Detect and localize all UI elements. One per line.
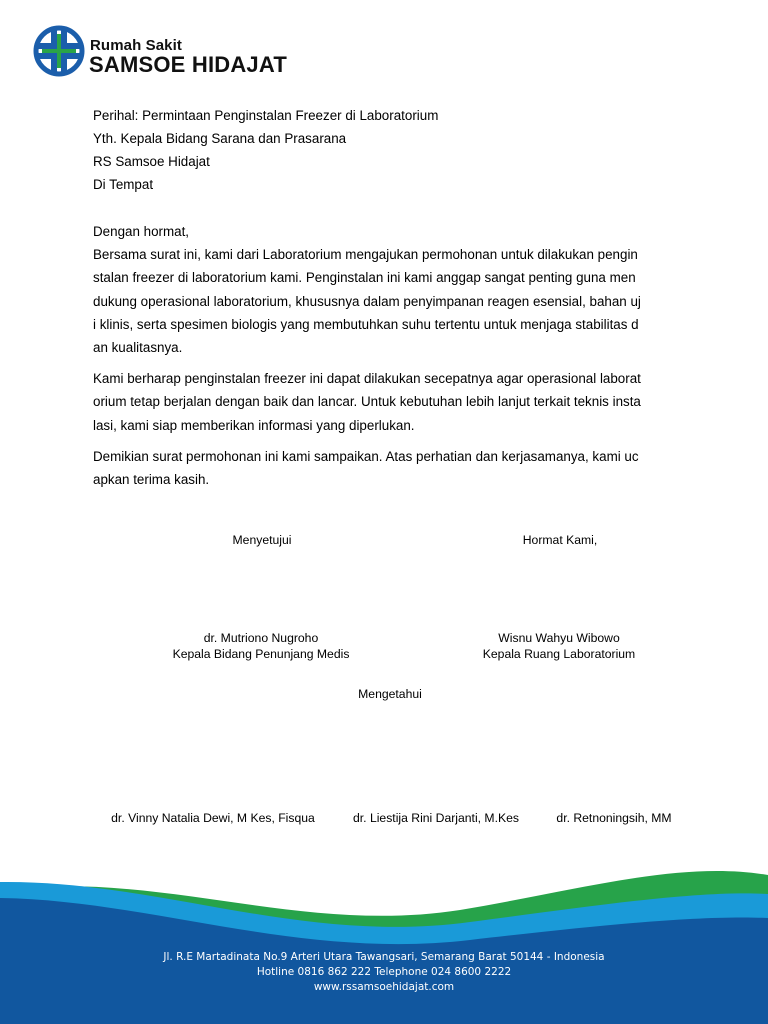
approve-label: Menyetujui	[232, 533, 292, 547]
approver-signature	[131, 630, 391, 662]
regards-label: Hormat Kami,	[522, 533, 598, 547]
footer-contact	[0, 950, 768, 995]
paragraph2-line: lasi, kami siap memberikan informasi yang diperlukan.	[93, 417, 415, 433]
witness-3: dr. Retnoningsih, MM	[556, 811, 672, 825]
hospital-cross-icon	[32, 24, 86, 78]
address-block	[93, 104, 438, 196]
paragraph1-line: i klinis, serta spesimen biologis yang membutuhkan suhu tertentu untuk menjaga stabilitas d	[93, 316, 639, 332]
sender-title: Kepala Ruang Laboratorium	[482, 647, 636, 661]
paragraph2-line: orium tetap berjalan dengan baik dan lancar. Untuk kebutuhan lebih lanjut terkait teknis insta	[93, 394, 641, 410]
paragraph1-line: dukung operasional laboratorium, khususnya dalam penyimpanan reagen esensial, bahan uj	[93, 293, 641, 309]
acknowledge-label: Mengetahui	[358, 687, 422, 701]
sender-signature	[429, 630, 689, 662]
footer-wave-graphic	[0, 850, 768, 1024]
recipient-org: RS Samsoe Hidajat	[93, 154, 210, 169]
logo-title: SAMSOE HIDAJAT	[89, 52, 287, 77]
hospital-logo	[32, 24, 302, 80]
paragraph1-line: an kualitasnya.	[93, 339, 183, 355]
paragraph1-line: Bersama surat ini, kami dari Laboratorium mengajukan permohonan untuk dilakukan pengin	[93, 247, 638, 263]
witness-2: dr. Liestija Rini Darjanti, M.Kes	[353, 811, 519, 825]
paragraph1-line: stalan freezer di laboratorium kami. Penginstalan ini kami anggap sangat penting guna men	[93, 270, 636, 286]
approver-title: Kepala Bidang Penunjang Medis	[172, 647, 350, 661]
recipient-line: Yth. Kepala Bidang Sarana dan Prasarana	[93, 131, 347, 146]
paragraph3-line: Demikian surat permohonan ini kami sampaikan. Atas perhatian dan kerjasamanya, kami uc	[93, 448, 639, 464]
subject-line: Perihal: Permintaan Penginstalan Freezer di Laboratorium	[93, 108, 439, 123]
footer-phones: Hotline 0816 862 222 Telephone 024 8600 2222	[256, 966, 512, 978]
sender-name: Wisnu Wahyu Wibowo	[498, 631, 620, 645]
letter-body	[93, 220, 693, 491]
salutation: Dengan hormat,	[93, 224, 190, 239]
paragraph3-line: apkan terima kasih.	[93, 471, 210, 487]
paragraph2-line: Kami berharap penginstalan freezer ini dapat dilakukan secepatnya agar operasional laborat	[93, 371, 641, 387]
approver-name: dr. Mutriono Nugroho	[203, 631, 319, 645]
logo-subtitle: Rumah Sakit	[90, 37, 182, 54]
recipient-place: Di Tempat	[93, 177, 154, 192]
footer-address: Jl. R.E Martadinata No.9 Arteri Utara Tawangsari, Semarang Barat 50144 - Indonesia	[163, 951, 605, 963]
footer	[0, 850, 768, 1024]
witness-1: dr. Vinny Natalia Dewi, M Kes, Fisqua	[111, 811, 315, 825]
footer-website[interactable]: www.rssamsoehidajat.com	[313, 981, 455, 993]
